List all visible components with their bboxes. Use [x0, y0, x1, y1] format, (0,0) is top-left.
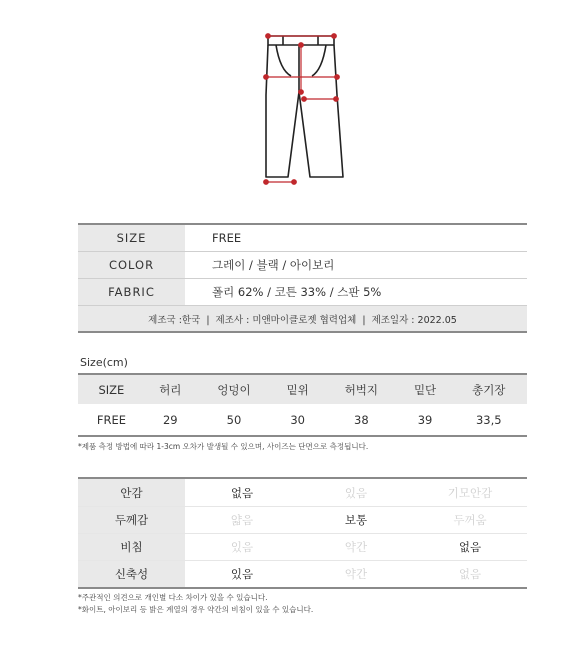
- feel-row-lining: [78, 479, 527, 506]
- feel-option: 기모안감: [447, 485, 493, 500]
- feel-option: 있음: [230, 567, 254, 581]
- spec-value: 그레이 / 블랙 / 아이보리: [212, 258, 335, 272]
- feel-option: 얇음: [230, 513, 254, 527]
- size-chart-table: [78, 373, 527, 437]
- feel-row-stretch: [78, 560, 527, 587]
- spec-row-fabric: [78, 279, 527, 306]
- feel-label: 비침: [78, 534, 185, 560]
- size-chart-cell: 50: [196, 404, 272, 436]
- size-chart-header: SIZE: [78, 374, 145, 404]
- feel-option: 두꺼움: [453, 513, 487, 527]
- size-chart-cell: 39: [400, 404, 451, 436]
- feel-note: *화이트, 아이보리 등 밝은 계열의 경우 약간의 비침이 있을 수 있습니다.: [78, 605, 314, 614]
- feel-label: 두께감: [78, 507, 185, 533]
- size-chart-cell: FREE: [78, 404, 145, 436]
- spec-row-color: [78, 252, 527, 279]
- size-chart-header-row: [78, 374, 527, 404]
- size-chart-header: 허벅지: [323, 374, 399, 404]
- feel-row-sheerness: [78, 533, 527, 560]
- spec-value: FREE: [212, 231, 242, 245]
- maker-info: 제조국 :한국 | 제조사 : 미앤마이클로젯 협력업체 | 제조일자 : 2022.05: [78, 306, 527, 333]
- feel-option: 있음: [230, 540, 254, 554]
- size-chart-header: 허리: [145, 374, 196, 404]
- feel-table: [78, 477, 527, 589]
- table-row: [78, 404, 527, 436]
- spec-label: FABRIC: [78, 279, 185, 305]
- feel-option: 없음: [230, 485, 254, 500]
- size-chart-note: *제품 측정 방법에 따라 1-3cm 오차가 발생될 수 있으며, 사이즈는 단면으로 측정됩니다.: [78, 442, 369, 451]
- feel-notes: [78, 592, 313, 616]
- feel-label: 안감: [78, 479, 185, 506]
- feel-note: *주관적인 의견으로 개인별 다소 차이가 있을 수 있습니다.: [78, 593, 268, 602]
- feel-option: 보통: [344, 513, 368, 527]
- size-chart-header: 밑단: [400, 374, 451, 404]
- feel-option: 약간: [344, 540, 368, 554]
- size-chart-header: 총기장: [451, 374, 527, 404]
- pants-measurement-diagram-icon: [0, 0, 585, 200]
- spec-label: COLOR: [78, 252, 185, 278]
- size-chart-cell: 38: [323, 404, 399, 436]
- feel-option: 없음: [458, 540, 482, 554]
- size-chart-header: 엉덩이: [196, 374, 272, 404]
- feel-option: 있음: [344, 485, 368, 500]
- spec-row-size: [78, 225, 527, 252]
- size-chart-header: 밑위: [272, 374, 323, 404]
- feel-option: 없음: [458, 567, 482, 581]
- spec-table: [78, 223, 527, 333]
- feel-label: 신축성: [78, 561, 185, 587]
- feel-row-thickness: [78, 506, 527, 533]
- size-chart-caption: Size(cm): [80, 356, 128, 369]
- spec-label: SIZE: [78, 225, 185, 251]
- size-chart-cell: 30: [272, 404, 323, 436]
- size-chart-cell: 33,5: [451, 404, 527, 436]
- feel-option: 약간: [344, 567, 368, 581]
- size-chart-cell: 29: [145, 404, 196, 436]
- spec-value: 폴리 62% / 코튼 33% / 스판 5%: [212, 285, 382, 299]
